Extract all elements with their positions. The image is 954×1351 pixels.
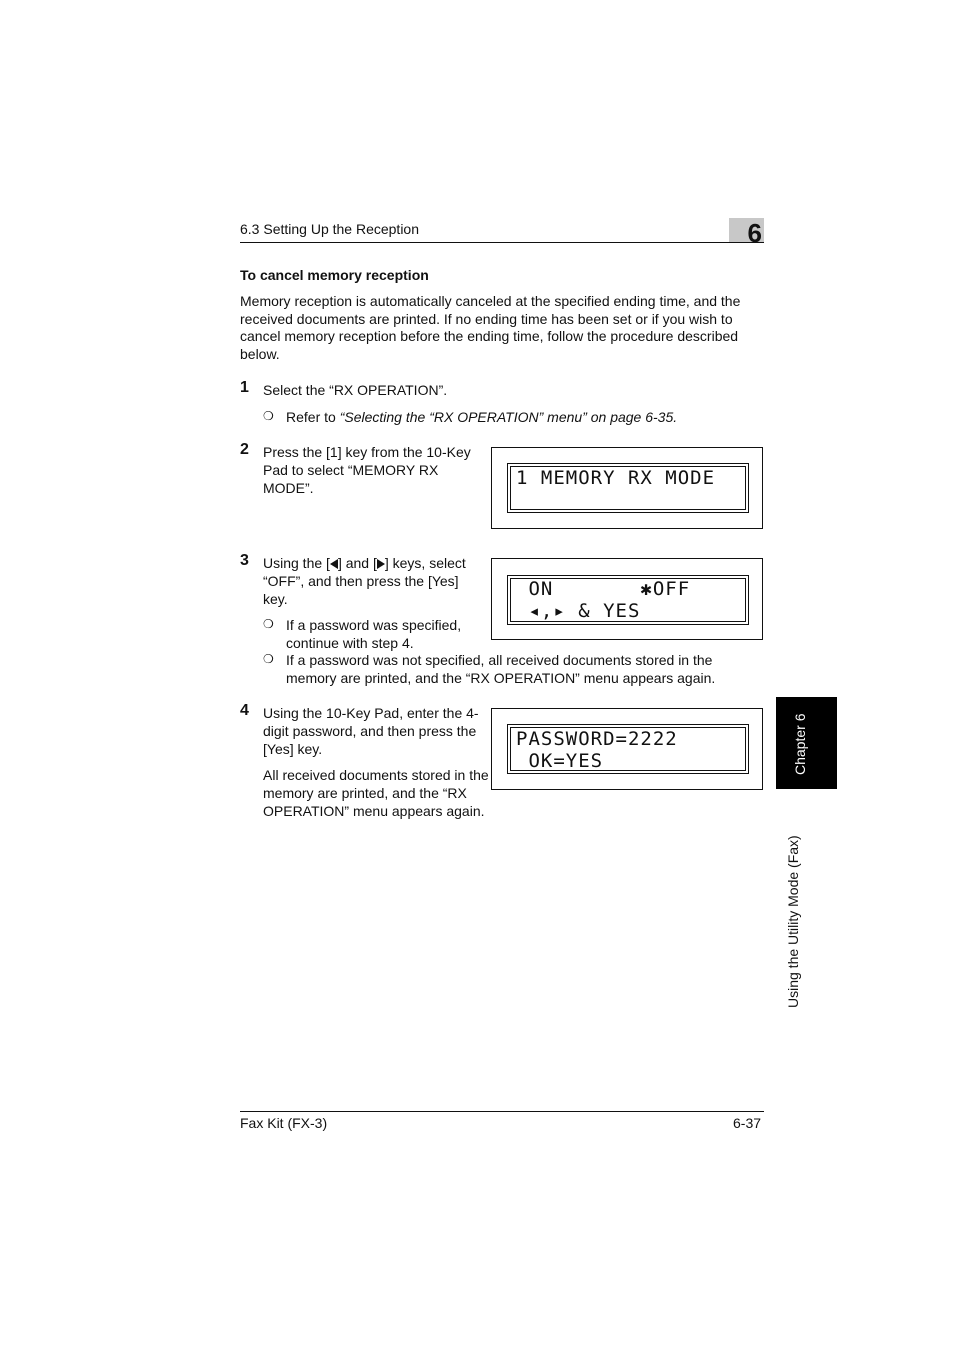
page-number: 6-37 xyxy=(733,1115,762,1131)
chapter-side-tab-label: Chapter 6 xyxy=(792,713,808,775)
step-1-note-prefix: Refer to xyxy=(286,409,340,425)
step-3-text: Using the [ ] and [ ] keys, select “OFF”, and then press the [Yes] key. xyxy=(263,555,466,607)
step-2-number: 2 xyxy=(240,441,249,458)
lcd-line-1: ON ✱OFF xyxy=(516,578,691,600)
step-4-number: 4 xyxy=(240,702,249,719)
step-1-note xyxy=(286,408,766,426)
right-arrow-key-icon xyxy=(377,559,385,569)
chapter-side-tab[interactable] xyxy=(776,697,837,789)
intro-paragraph: Memory reception is automatically canceled at the specified ending time, and the received documents are printed. If no ending time has been set or if you wish to cancel memory reception before the ending time, follow the procedure described below. xyxy=(240,293,741,363)
lcd-panel-on-off xyxy=(491,558,763,640)
lcd-panel-password xyxy=(491,708,763,790)
chapter-number: 6 xyxy=(747,218,762,248)
lcd-screen xyxy=(507,463,749,513)
lcd-screen xyxy=(507,575,749,625)
bullet-icon: ❍ xyxy=(263,617,274,631)
step-4-text: Using the 10-Key Pad, enter the 4-digit password, and then press the [Yes] key. xyxy=(263,705,479,757)
step-3-note-2: If a password was not specified, all received documents stored in the memory are printed, and the “RX OPERATION” menu appears again. xyxy=(286,652,716,686)
chapter-badge xyxy=(729,218,764,248)
footer-product: Fax Kit (FX-3) xyxy=(240,1115,328,1131)
step-4-result: All received documents stored in the memory are printed, and the “RX OPERATION” menu appears again. xyxy=(263,767,489,819)
lcd-panel-memory-rx xyxy=(491,447,763,529)
lcd-line-1: PASSWORD=2222 xyxy=(516,728,678,750)
step-3-note-1: If a password was specified, continue with step 4. xyxy=(286,617,462,651)
step-1-text: Select the “RX OPERATION”. xyxy=(263,382,448,398)
lcd-line-1: 1 MEMORY RX MODE xyxy=(516,467,716,489)
section-title: To cancel memory reception xyxy=(240,267,429,283)
running-header: 6.3 Setting Up the Reception xyxy=(240,221,420,237)
step-1-note-ref[interactable]: “Selecting the “RX OPERATION” menu” on page 6-35. xyxy=(339,409,678,425)
footer-rule xyxy=(240,1111,764,1112)
step-3-number: 3 xyxy=(240,552,249,569)
header-rule xyxy=(240,242,764,243)
lcd-line-2: ◂,▸ & YES xyxy=(516,600,641,622)
lcd-screen xyxy=(507,724,749,774)
step-2-text: Press the [1] key from the 10-Key Pad to select “MEMORY RX MODE”. xyxy=(263,444,471,496)
side-section-label: Using the Utility Mode (Fax) xyxy=(785,835,801,1008)
bullet-icon: ❍ xyxy=(263,409,274,423)
left-arrow-key-icon xyxy=(330,559,338,569)
bullet-icon: ❍ xyxy=(263,652,274,666)
step-1-number: 1 xyxy=(240,379,249,396)
lcd-line-2: OK=YES xyxy=(516,750,604,772)
